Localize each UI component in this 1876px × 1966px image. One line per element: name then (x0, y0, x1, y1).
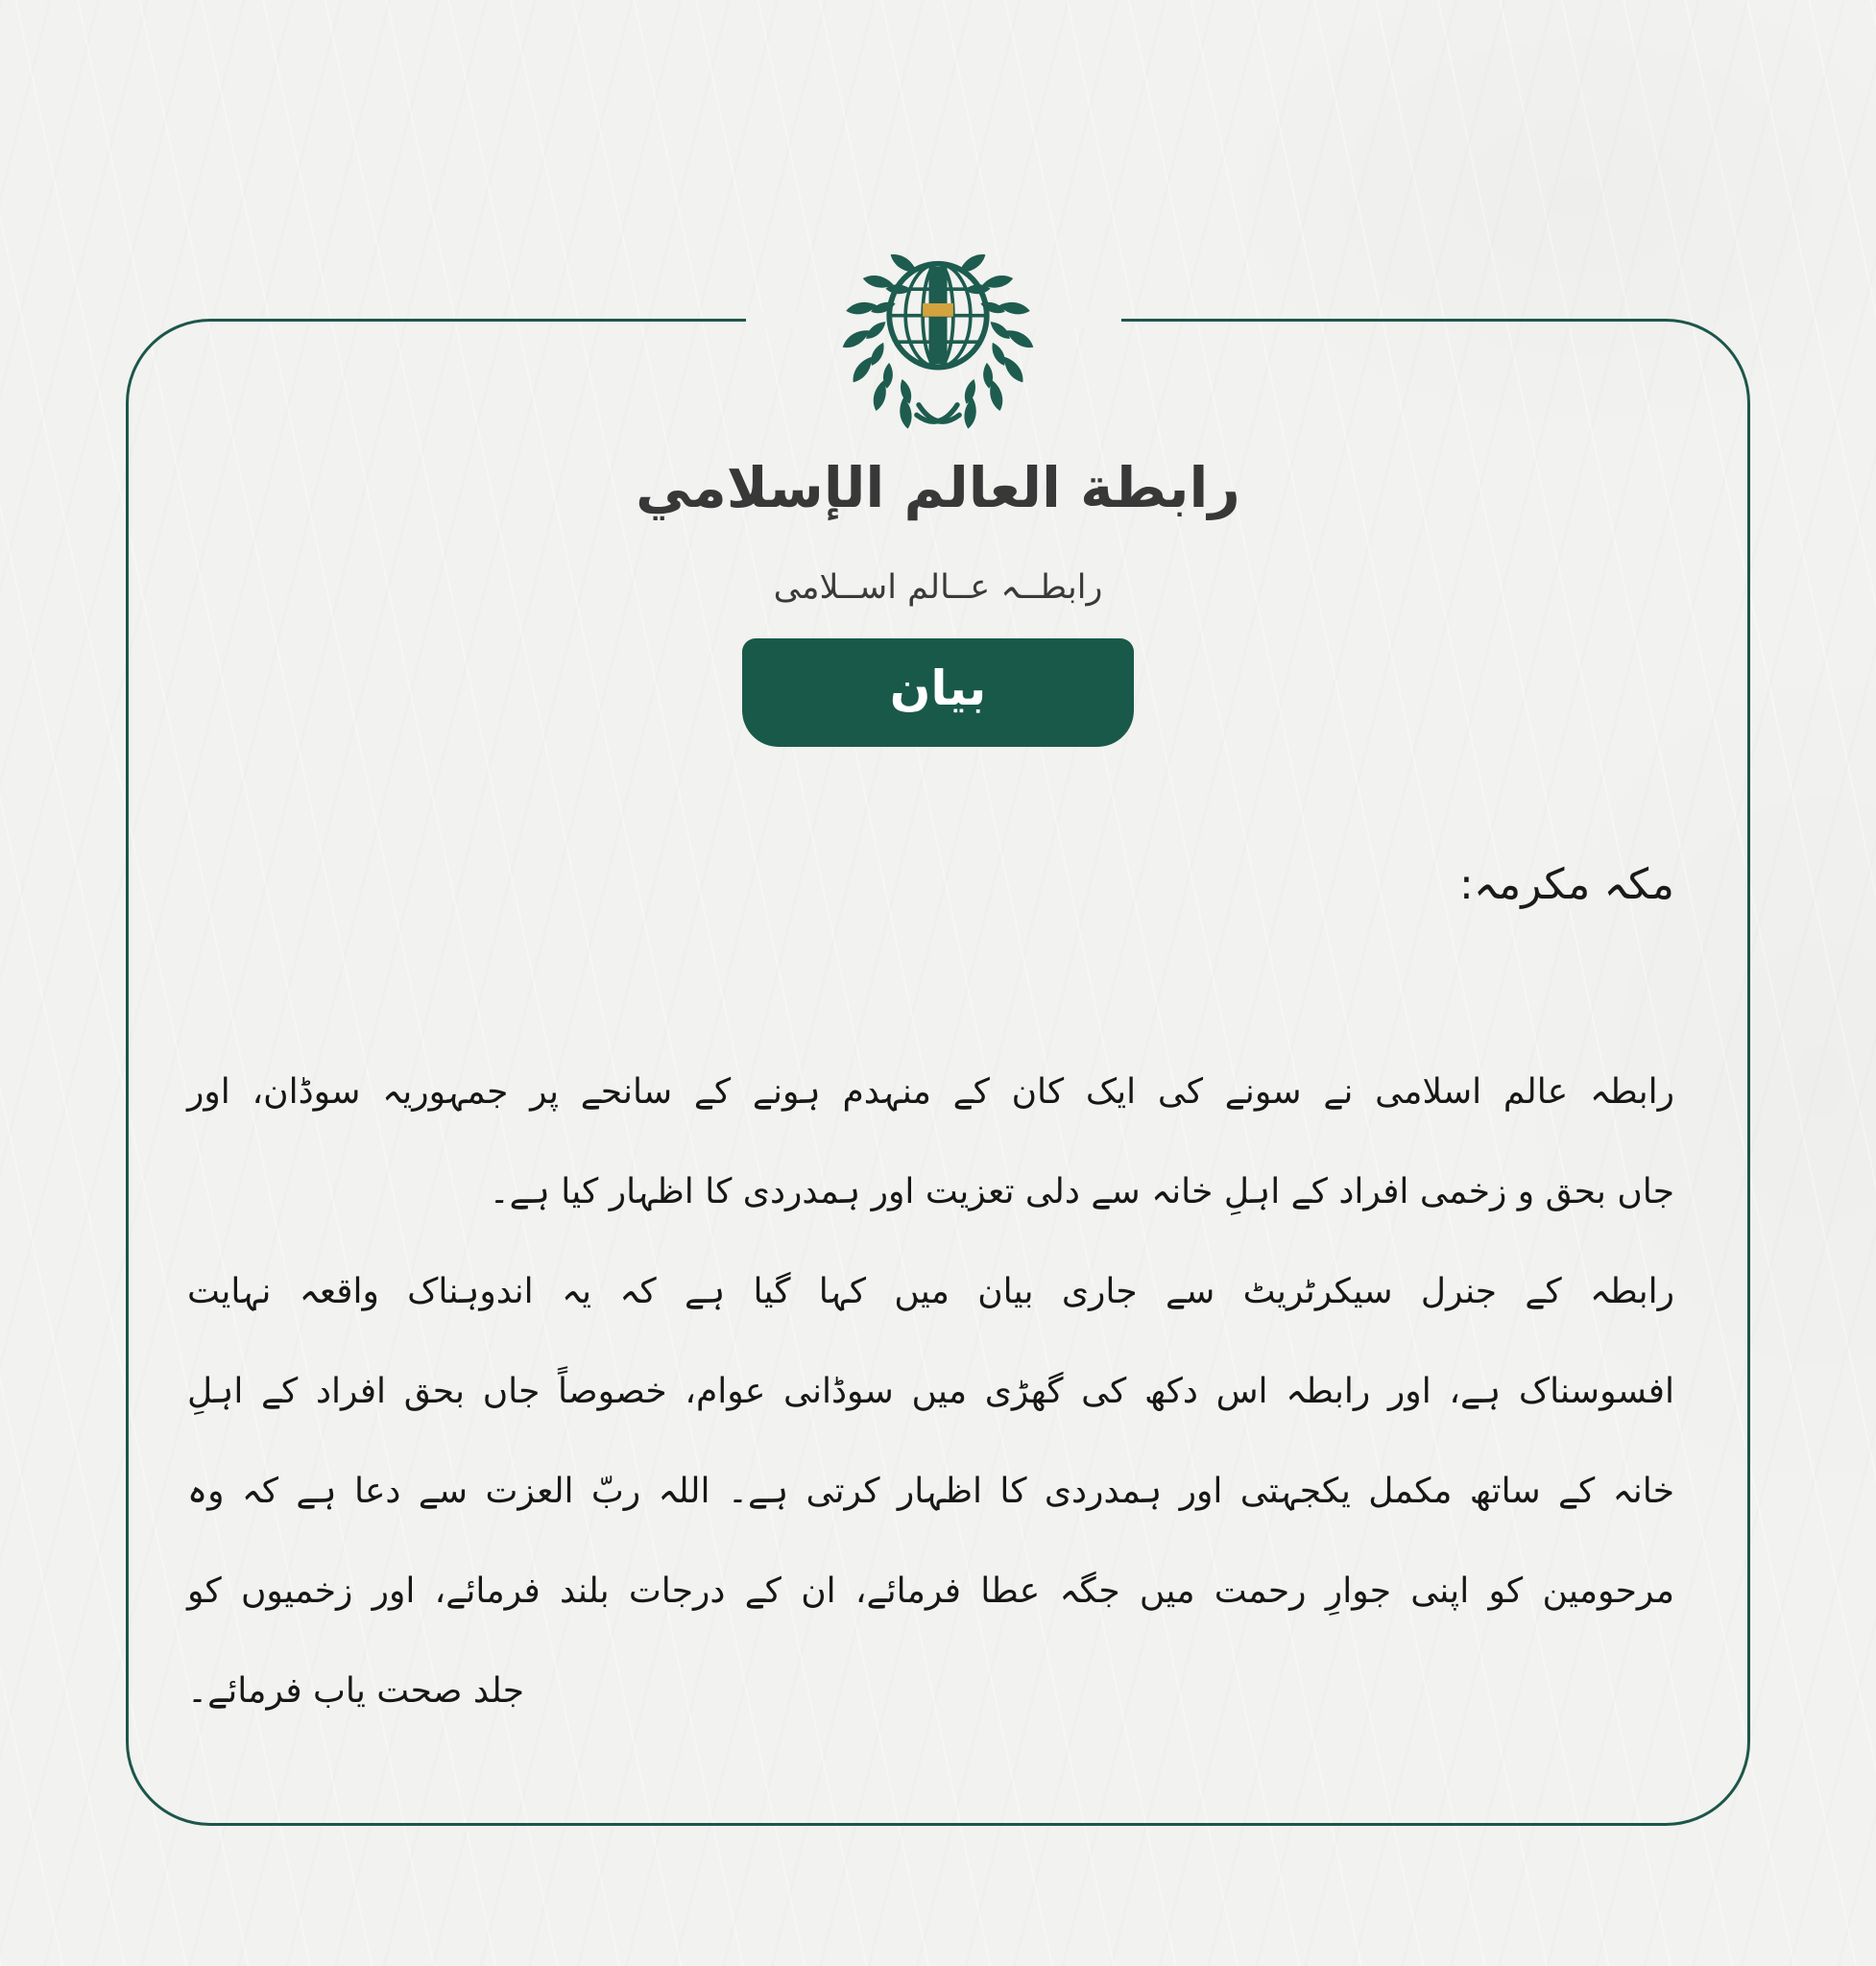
statement-body (187, 1043, 1674, 1741)
statement-line: مرحومین کو اپنی جوارِ رحمت میں جگہ عطا فرمائے، ان کے درجات بلند فرمائے، اور زخمیوں کو (187, 1571, 1674, 1611)
statement-line: جاں بحق و زخمی افراد کے اہلِ خانہ سے دلی تعزیت اور ہمدردی کا اظہار کیا ہے۔ (489, 1172, 1674, 1211)
statement-banner-label: بیان (889, 659, 987, 716)
dateline-makkah: مکہ مکرمہ: (1459, 860, 1674, 909)
statement-line: جلد صحت یاب فرمائے۔ (187, 1671, 524, 1711)
statement-line: رابطہ عالم اسلامی نے سونے کی ایک کان کے منہدم ہونے کے سانحے پر جمہوریہ سوڈان، اور (187, 1072, 1674, 1112)
organization-title-urdu: رابطــہ عــالم اســلامی (773, 568, 1103, 607)
statement-line: افسوسناک ہے، اور رابطہ اس دکھ کی گھڑی میں سوڈانی عوام، خصوصاً جاں بحق افراد کے اہلِ (187, 1372, 1674, 1411)
mwl-globe-wreath-logo-icon (836, 232, 1040, 445)
statement-banner (742, 638, 1134, 747)
statement-line: رابطہ کے جنرل سیکرٹریٹ سے جاری بیان میں کہا گیا ہے کہ یہ اندوہناک واقعہ نہایت (187, 1272, 1674, 1311)
organization-title-arabic: رابطة العالم الإسلامي (636, 455, 1240, 520)
statement-line: خانہ کے ساتھ مکمل یکجہتی اور ہمدردی کا اظہار کرتی ہے۔ اللہ ربّ العزت سے دعا ہے کہ وہ (187, 1472, 1674, 1511)
